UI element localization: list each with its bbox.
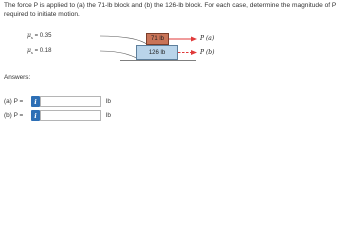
force-b-arrowhead bbox=[191, 50, 197, 55]
friction-figure bbox=[0, 0, 350, 70]
answers-heading: Answers: bbox=[4, 74, 31, 81]
force-b-label: P (b) bbox=[200, 48, 215, 56]
answer-b-input[interactable] bbox=[40, 110, 101, 121]
mu-top-leader bbox=[100, 36, 148, 45]
mu-bottom-leader bbox=[100, 51, 140, 60]
mu-top-value: = 0.35 bbox=[34, 33, 52, 39]
answer-b-unit: lb bbox=[106, 112, 111, 119]
bottom-block-label: 126 lb bbox=[148, 49, 166, 56]
mu-top-sub: s bbox=[30, 35, 33, 41]
answer-row-a bbox=[4, 96, 111, 107]
top-block bbox=[146, 33, 169, 45]
mu-bottom-symbol: μ bbox=[27, 47, 31, 54]
answer-b-label: (b) P = bbox=[4, 112, 24, 119]
info-icon[interactable]: i bbox=[31, 96, 40, 107]
mu-top-symbol: μ bbox=[27, 32, 31, 39]
top-block-label: 71 lb bbox=[150, 36, 164, 42]
problem-statement: The force P is applied to (a) the 71-lb block and (b) the 126-lb block. For each case, determine the magnitude of P required to initiate motion. bbox=[4, 2, 337, 18]
answer-row-b bbox=[4, 110, 111, 121]
answer-a-unit: lb bbox=[106, 98, 111, 105]
mu-bottom-value: = 0.18 bbox=[34, 48, 52, 54]
mu-bottom-label bbox=[27, 47, 51, 55]
mu-top-label bbox=[27, 32, 51, 40]
info-icon[interactable]: i bbox=[31, 110, 40, 121]
bottom-block bbox=[136, 45, 178, 60]
force-a-arrowhead bbox=[191, 37, 197, 42]
force-a-label: P (a) bbox=[200, 35, 215, 42]
answer-a-input[interactable] bbox=[40, 96, 101, 107]
mu-bottom-sub: s bbox=[30, 50, 33, 56]
answer-a-label: (a) P = bbox=[4, 98, 24, 105]
